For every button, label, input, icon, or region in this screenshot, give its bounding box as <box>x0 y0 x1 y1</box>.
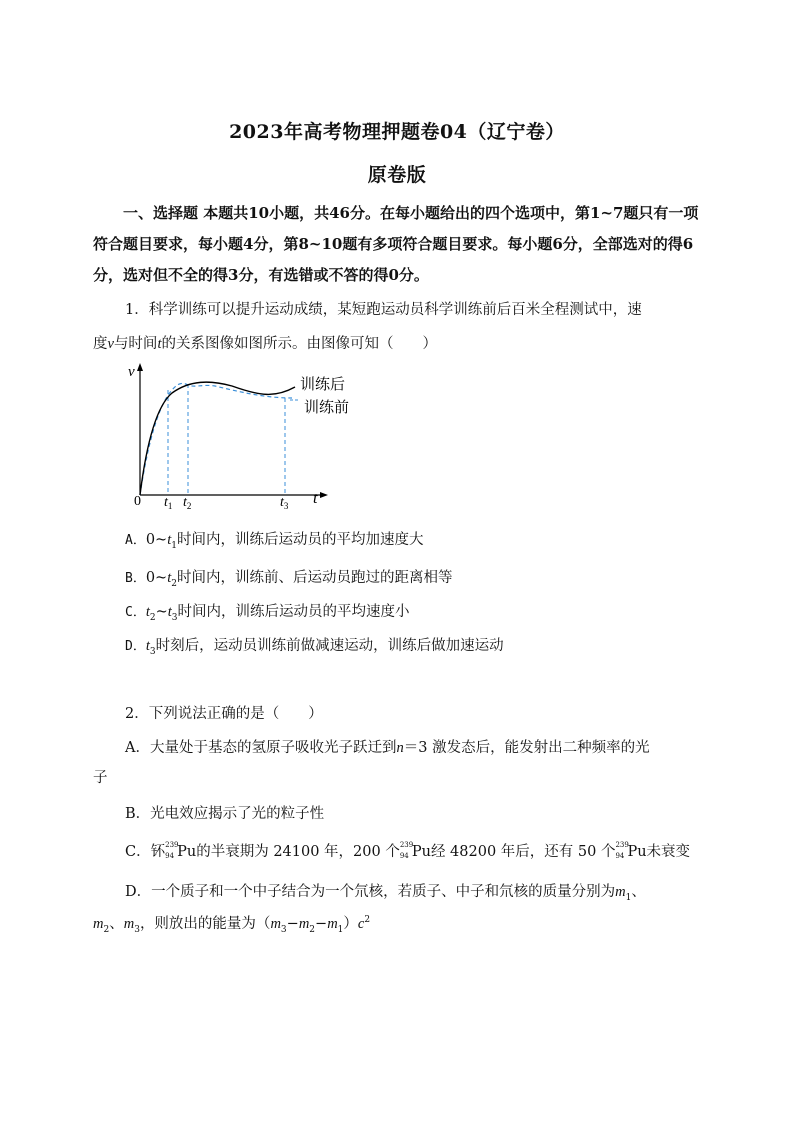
q2-option-a-cont: 子 <box>93 770 108 786</box>
isotope-notation: 239 94 <box>615 841 629 860</box>
isotope-notation: 239 94 <box>399 841 414 860</box>
q2-option-b[interactable]: B．光电效应揭示了光的粒子性 <box>125 806 325 822</box>
label-before-training: 训练前 <box>304 400 350 416</box>
x-axis-arrow <box>320 492 328 498</box>
tick-t3: $t_3$ <box>280 495 289 511</box>
tick-t2: $t_2$ <box>183 495 192 511</box>
q2-option-d[interactable]: D．一个质子和一个中子结合为一个氘核，若质子、中子和氘核的质量分别为$m_1$、 <box>125 884 646 903</box>
q1-stem-line2: 度v与时间t的关系图像如图所示。由图像可知（ ） <box>93 336 437 352</box>
isotope-notation: 239 94 <box>165 841 179 860</box>
page-subtitle: 原卷版 <box>367 164 427 186</box>
x-axis-label: t <box>313 490 318 507</box>
tick-t1: $t_1$ <box>164 495 173 511</box>
page-title: 2023年高考物理押题卷04（辽宁卷） <box>229 121 565 143</box>
origin-label: 0 <box>134 494 141 509</box>
q2-stem: 2．下列说法正确的是（ ） <box>125 706 323 722</box>
y-axis-arrow <box>137 363 143 371</box>
label-after-training: 训练后 <box>300 377 346 393</box>
section-heading: 一、选择题 本题共10小题，共46分。在每小题给出的四个选项中，第1~7题只有一项符合题目要求，每小题4分，第8~10题有多项符合题目要求。每小题6分，全部选对的得6分，选对但不全的得3分，有选错或不答的得0分。 <box>93 204 699 284</box>
q2-option-a[interactable]: A．大量处于基态的氢原子吸收光子跃迁到n＝3 激发态后，能发射出二种频率的光 <box>125 740 650 756</box>
curve-before-training <box>140 383 292 495</box>
q1-option-b[interactable]: B．$0\sim t_2$时间内，训练前、后运动员跑过的距离相等 <box>125 570 453 589</box>
q2-option-c[interactable]: C．钚 239 94 Pu的半衰期为 24100 年，200 个 239 94 Pu经 48200 年后，还有 50 个 239 94 Pu未衰变 <box>125 841 691 860</box>
q1-stem-line1: 1．科学训练可以提升运动成绩，某短跑运动员科学训练前后百米全程测试中，速 <box>125 302 642 318</box>
velocity-time-graph <box>120 360 380 515</box>
q1-option-d[interactable]: D．$t_3$时刻后，运动员训练前做减速运动，训练后做加速运动 <box>125 638 504 657</box>
curve-after-training <box>140 382 295 495</box>
y-axis-label: v <box>128 364 135 380</box>
q1-option-c[interactable]: C．$t_2\sim t_3$时间内，训练后运动员的平均速度小 <box>125 604 410 623</box>
q1-option-a[interactable]: A．$0\sim t_1$时间内，训练后运动员的平均加速度大 <box>125 532 424 551</box>
q2-option-d-cont: $m_2$、$m_3$，则放出的能量为$(m_3-m_2-m_1)c^2$ <box>93 915 371 935</box>
